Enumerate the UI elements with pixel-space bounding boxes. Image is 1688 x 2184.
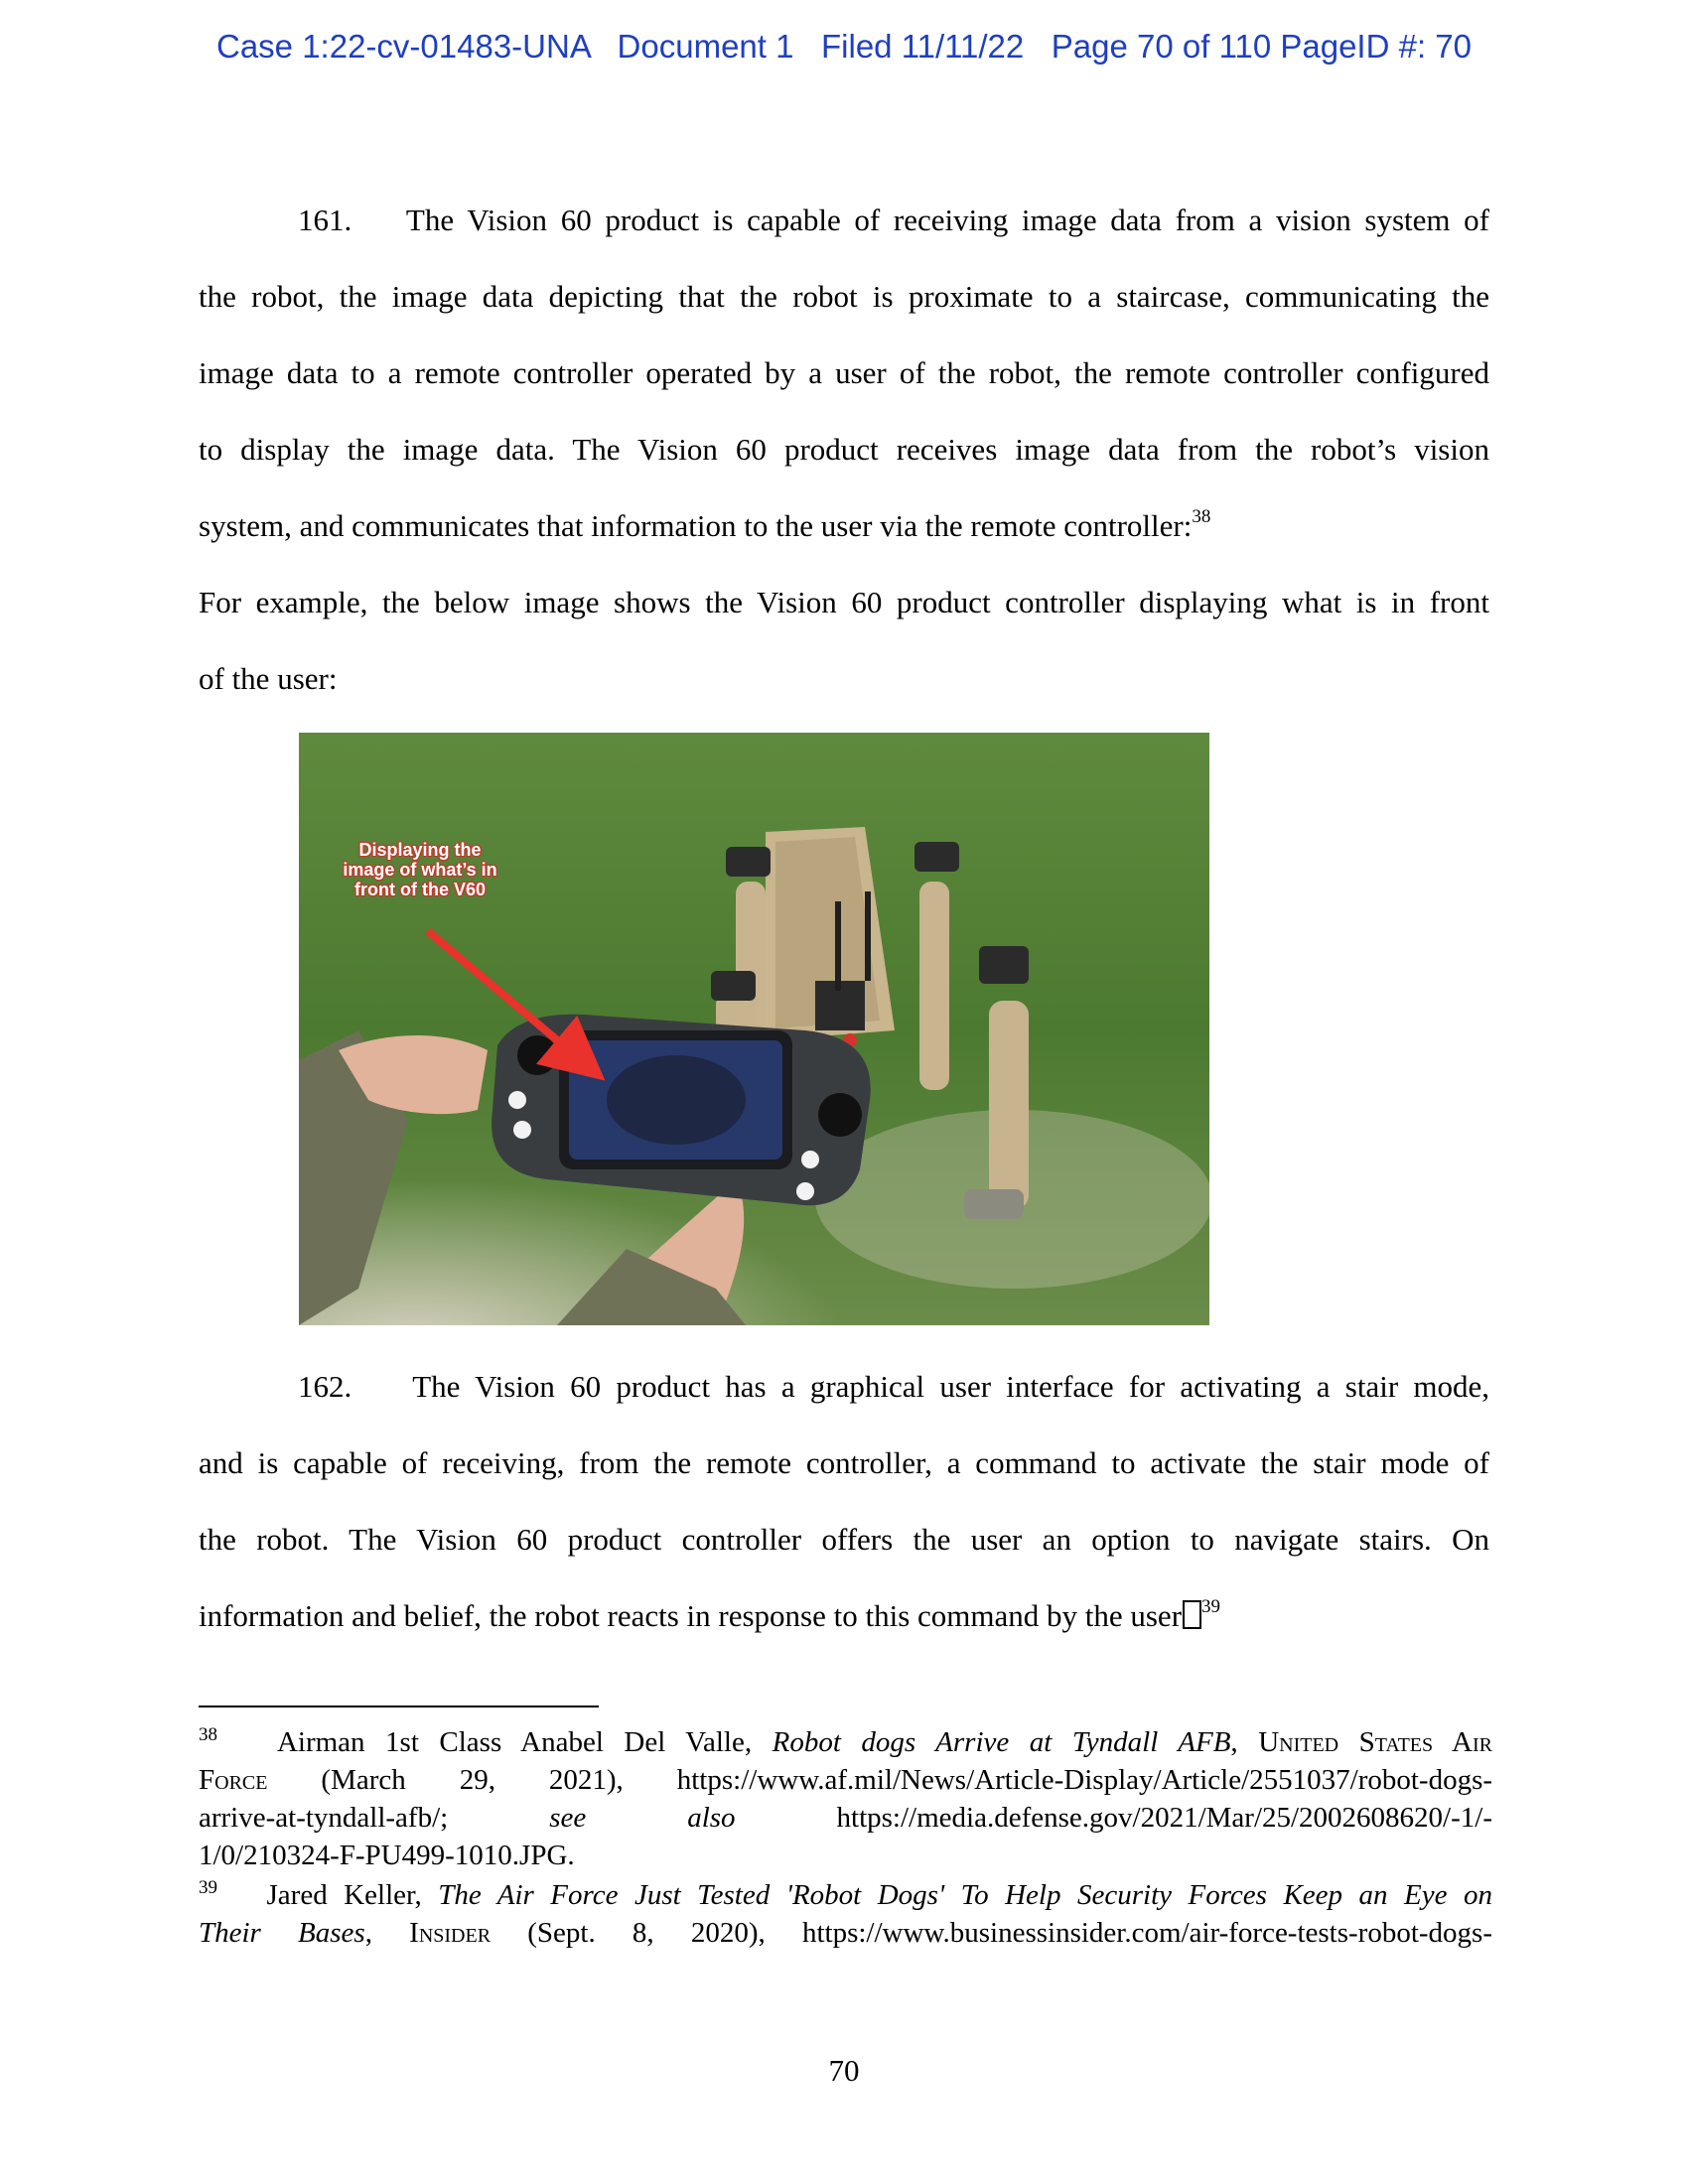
para-162-line-2: and is capable of receiving, from the remote controller, a command to activate the stair mode of xyxy=(199,1445,1489,1480)
footnote-38-source: United States Air xyxy=(1258,1726,1493,1758)
footnote-38-url-2[interactable]: https://media.defense.gov/2021/Mar/25/2002608620/-1/- xyxy=(836,1802,1492,1834)
footnote-39-line-1: $^{39}$ Jared Keller, The Air Force Just Tested 'Robot Dogs' To Help Security Forces Keep an Eye on xyxy=(199,1877,1493,1911)
document-number: Document 1 xyxy=(617,28,794,65)
robot-controller-photo xyxy=(299,733,1209,1325)
para-161-line-1: 161. The Vision 60 product is capable of receiving image data from a vision system of xyxy=(298,203,1489,237)
para-161-line-2: the robot, the image data depicting that the robot is proximate to a staircase, communicating the xyxy=(199,279,1489,314)
page-number: 70 xyxy=(828,2053,860,2088)
photo-illustration xyxy=(299,733,1209,1325)
footnote-ref-38[interactable]: 38 xyxy=(1192,506,1211,527)
photo-callout: Displaying the image of what’s in front of the V60 xyxy=(343,840,497,899)
footnote-38-line-4: 1/0/210324-F-PU499-1010.JPG. xyxy=(199,1840,575,1871)
footnote-separator xyxy=(199,1706,599,1707)
footnote-39 xyxy=(199,1876,1492,1952)
page-id: Page 70 of 110 PageID #: 70 xyxy=(1051,28,1472,65)
para-161-line-4: to display the image data. The Vision 60 product receives image data from the robot’s vision xyxy=(199,432,1489,467)
footnote-38-line-2: Force (March 29, 2021), https://www.af.mil/News/Article-Display/Article/2551037/robot-dogs- xyxy=(199,1764,1493,1796)
footnote-38-line-3: arrive-at-tyndall-afb/; see also https://media.defense.gov/2021/Mar/25/2002608620/-1/- xyxy=(199,1802,1492,1834)
footnote-38-title: Robot dogs Arrive at Tyndall AFB xyxy=(772,1726,1231,1758)
para-161-line-3: image data to a remote controller operated by a user of the robot, the remote controller configured xyxy=(199,355,1489,390)
paragraph-162 xyxy=(199,1348,1489,1654)
para-161-number: 161. xyxy=(298,203,352,237)
para-162-line-1: 162. The Vision 60 product has a graphical user interface for activating a stair mode, xyxy=(298,1369,1490,1404)
missing-glyph-box xyxy=(1183,1600,1201,1629)
case-number: Case 1:22-cv-01483-UNA xyxy=(216,28,591,65)
para-162-number: 162. xyxy=(298,1369,352,1404)
para-162-line-4: information and belief, the robot reacts in response to this command by the user $^{39}$ xyxy=(199,1596,1221,1633)
para-161-line-6: For example, the below image shows the Vision 60 product controller displaying what is in front xyxy=(199,585,1489,619)
footnote-39-title: The Air Force Just Tested 'Robot Dogs' To Help Security Forces Keep an Eye on xyxy=(438,1879,1493,1911)
footnote-ref-39[interactable]: 39 xyxy=(1201,1596,1221,1617)
footnote-39-number: 39 xyxy=(199,1877,217,1898)
remote-controller xyxy=(492,1015,871,1205)
footnote-38-number: 38 xyxy=(199,1724,217,1745)
para-161-line-7: of the user: xyxy=(199,661,338,696)
para-161-line-5: system, and communicates that information to the user via the remote controller:$^{38}$ xyxy=(199,506,1211,543)
filed-date: Filed 11/11/22 xyxy=(821,28,1025,65)
footnote-39-source: Insider xyxy=(409,1917,492,1949)
footnote-38-url-1[interactable]: (March 29, 2021), https://www.af.mil/News/Article-Display/Article/2551037/robot-dogs- xyxy=(321,1764,1493,1796)
case-header xyxy=(0,28,1688,66)
paragraph-161 xyxy=(199,182,1489,717)
footnote-39-url[interactable]: (Sept. 8, 2020), https://www.businessinsider.com/air-force-tests-robot-dogs- xyxy=(527,1917,1492,1949)
para-162-line-3: the robot. The Vision 60 product controller offers the user an option to navigate stairs. On xyxy=(199,1522,1489,1557)
footnote-38 xyxy=(199,1723,1492,1874)
footnote-39-line-2: Their Bases, Insider (Sept. 8, 2020), https://www.businessinsider.com/air-force-tests-robot-dogs- xyxy=(199,1917,1492,1949)
footnote-38-line-1: $^{38}$ Airman 1st Class Anabel Del Valle, Robot dogs Arrive at Tyndall AFB, United States Air xyxy=(199,1724,1493,1758)
